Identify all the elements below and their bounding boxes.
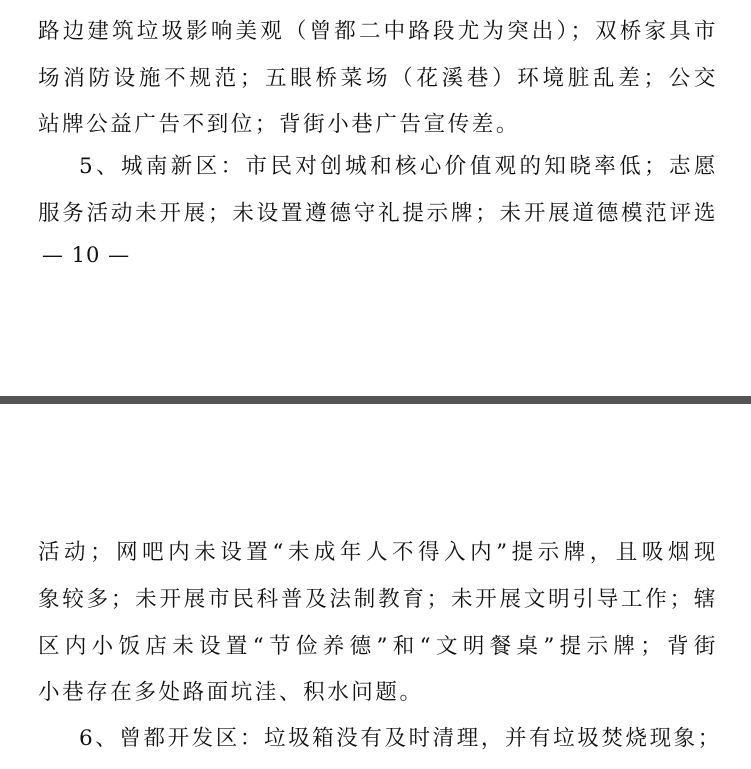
paragraph-5-first-line: 5、城南新区：市民对创城和核心价值观的知晓率低；志愿	[79, 154, 718, 179]
body-text-line: 区内小饭店未设置“节俭养德”和“文明餐桌”提示牌；背街	[38, 634, 718, 659]
body-text-line: 象较多；未开展市民科普及法制教育；未开展文明引导工作；辖	[38, 587, 718, 612]
paragraph-6-first-line: 6、曾都开发区：垃圾箱没有及时清理，并有垃圾焚烧现象；	[79, 726, 722, 751]
document-page-lower	[0, 404, 751, 769]
page-separator	[0, 396, 751, 404]
body-text-line: 活动；网吧内未设置“未成年人不得入内”提示牌，且吸烟现	[38, 540, 718, 565]
body-text-line: 小巷存在多处路面坑洼、积水问题。	[38, 680, 424, 705]
body-text-line: 站牌公益广告不到位；背街小巷广告宣传差。	[38, 112, 521, 137]
page-number: — 10 —	[42, 243, 131, 267]
body-text-line: 场消防设施不规范；五眼桥菜场（花溪巷）环境脏乱差；公交	[38, 66, 718, 91]
body-text-line: 路边建筑垃圾影响美观（曾都二中路段尤为突出）；双桥家具市	[38, 19, 718, 44]
body-text-line: 服务活动未开展；未设置遵德守礼提示牌；未开展道德模范评选	[38, 201, 718, 226]
